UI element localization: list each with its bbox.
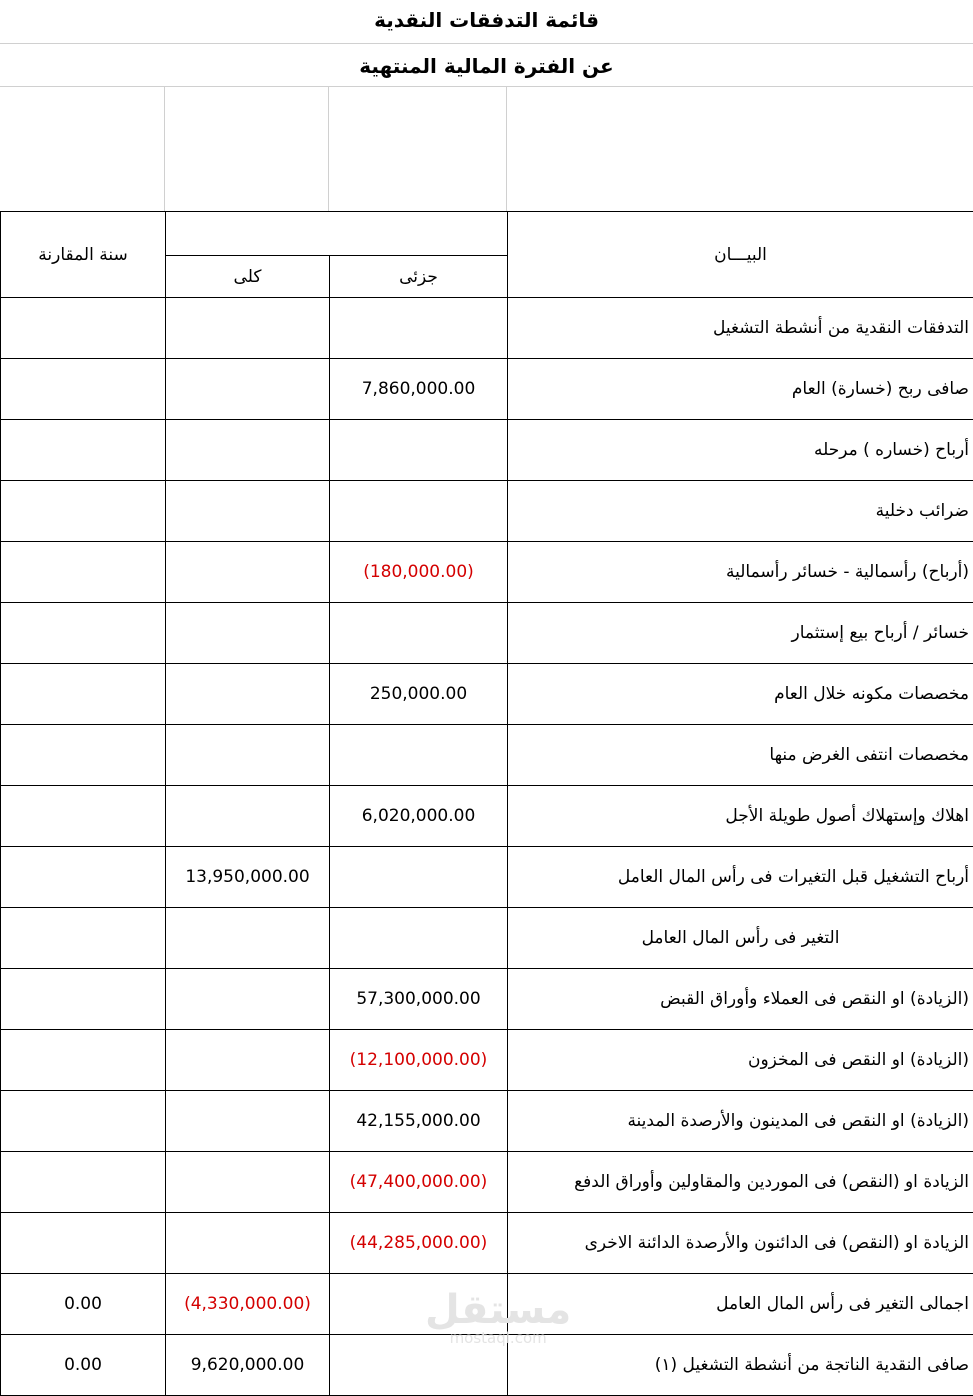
description-cell: صافى النقدية الناتجة من أنشطة التشغيل (١) bbox=[508, 1335, 973, 1396]
table-row bbox=[1, 359, 973, 420]
partial-cell: (180,000.00) bbox=[330, 542, 508, 603]
table-row bbox=[1, 298, 973, 359]
description-cell: الزيادة او (النقص) فى الموردين والمقاولين وأوراق الدفع bbox=[508, 1152, 973, 1213]
partial-cell: 7,860,000.00 bbox=[330, 359, 508, 420]
header-comparison-year: سنة المقارنة bbox=[1, 212, 166, 298]
comparison-cell bbox=[1, 481, 166, 542]
table-row bbox=[1, 603, 973, 664]
table-row bbox=[1, 1335, 973, 1396]
table-row bbox=[1, 725, 973, 786]
statement-subtitle: عن الفترة المالية المنتهية bbox=[0, 44, 973, 87]
total-cell bbox=[166, 908, 330, 969]
partial-cell bbox=[330, 481, 508, 542]
table-row bbox=[1, 908, 973, 969]
blank-cell bbox=[0, 87, 165, 211]
table-row bbox=[1, 481, 973, 542]
description-cell: مخصصات انتفى الغرض منها bbox=[508, 725, 973, 786]
total-cell bbox=[166, 1213, 330, 1274]
comparison-cell: 0.00 bbox=[1, 1335, 166, 1396]
description-cell: الزيادة او (النقص) فى الدائنون والأرصدة الدائنة الاخرى bbox=[508, 1213, 973, 1274]
description-cell: (أرباح) رأسمالية - خسائر رأسمالية bbox=[508, 542, 973, 603]
total-cell bbox=[166, 298, 330, 359]
blank-cell bbox=[329, 87, 507, 211]
total-cell bbox=[166, 481, 330, 542]
comparison-cell bbox=[1, 1030, 166, 1091]
comparison-cell bbox=[1, 1152, 166, 1213]
comparison-cell: 0.00 bbox=[1, 1274, 166, 1335]
comparison-cell bbox=[1, 725, 166, 786]
total-cell bbox=[166, 603, 330, 664]
partial-cell bbox=[330, 1335, 508, 1396]
watermark-arabic: مستقل bbox=[425, 1290, 571, 1330]
description-cell: (الزيادة) او النقص فى المخزون bbox=[508, 1030, 973, 1091]
total-cell bbox=[166, 1030, 330, 1091]
partial-cell bbox=[330, 725, 508, 786]
description-cell: مخصصات مكونه خلال العام bbox=[508, 664, 973, 725]
table-row bbox=[1, 1152, 973, 1213]
total-cell bbox=[166, 725, 330, 786]
partial-cell: (44,285,000.00) bbox=[330, 1213, 508, 1274]
partial-cell bbox=[330, 420, 508, 481]
total-cell bbox=[166, 786, 330, 847]
total-cell bbox=[166, 420, 330, 481]
comparison-cell bbox=[1, 786, 166, 847]
watermark-latin: mostaql.com bbox=[425, 1330, 571, 1346]
partial-cell: 57,300,000.00 bbox=[330, 969, 508, 1030]
statement-title: قائمة التدفقات النقدية bbox=[0, 0, 973, 44]
comparison-cell bbox=[1, 542, 166, 603]
table-row bbox=[1, 1213, 973, 1274]
description-cell: التدفقات النقدية من أنشطة التشغيل bbox=[508, 298, 973, 359]
partial-cell bbox=[330, 298, 508, 359]
description-cell: خسائر / أرباح بيع إستثمار bbox=[508, 603, 973, 664]
table-row bbox=[1, 969, 973, 1030]
total-cell bbox=[166, 664, 330, 725]
table-row bbox=[1, 786, 973, 847]
total-cell bbox=[166, 969, 330, 1030]
description-cell: (الزيادة) او النقص فى العملاء وأوراق القبض bbox=[508, 969, 973, 1030]
table-row bbox=[1, 847, 973, 908]
total-cell bbox=[166, 542, 330, 603]
description-cell: (الزيادة) او النقص فى المدينون والأرصدة المدينة bbox=[508, 1091, 973, 1152]
table-row bbox=[1, 1274, 973, 1335]
comparison-cell bbox=[1, 1213, 166, 1274]
header-partial: جزئى bbox=[330, 256, 508, 298]
total-cell: (4,330,000.00) bbox=[166, 1274, 330, 1335]
comparison-cell bbox=[1, 298, 166, 359]
partial-cell: 42,155,000.00 bbox=[330, 1091, 508, 1152]
comparison-cell bbox=[1, 664, 166, 725]
partial-cell bbox=[330, 1274, 508, 1335]
partial-cell: 6,020,000.00 bbox=[330, 786, 508, 847]
partial-cell bbox=[330, 908, 508, 969]
table-row bbox=[1, 664, 973, 725]
total-cell bbox=[166, 1152, 330, 1213]
header-total: كلى bbox=[166, 256, 330, 298]
partial-cell: 250,000.00 bbox=[330, 664, 508, 725]
cash-flow-table bbox=[0, 211, 973, 1396]
description-cell: اهلاك وإستهلاك أصول طويلة الأجل bbox=[508, 786, 973, 847]
partial-cell: (12,100,000.00) bbox=[330, 1030, 508, 1091]
comparison-cell bbox=[1, 420, 166, 481]
comparison-cell bbox=[1, 1091, 166, 1152]
description-cell: التغير فى رأس المال العامل bbox=[508, 908, 973, 969]
partial-cell: (47,400,000.00) bbox=[330, 1152, 508, 1213]
table-row bbox=[1, 1030, 973, 1091]
total-cell: 13,950,000.00 bbox=[166, 847, 330, 908]
description-cell: اجمالى التغير فى رأس المال العامل bbox=[508, 1274, 973, 1335]
comparison-cell bbox=[1, 969, 166, 1030]
table-row bbox=[1, 542, 973, 603]
comparison-cell bbox=[1, 603, 166, 664]
description-cell: صافى ربح (خسارة) العام bbox=[508, 359, 973, 420]
table-row bbox=[1, 420, 973, 481]
header-group-blank bbox=[166, 212, 508, 256]
total-cell bbox=[166, 1091, 330, 1152]
description-cell: أرباح (خساره ) مرحله bbox=[508, 420, 973, 481]
table-row bbox=[1, 1091, 973, 1152]
comparison-cell bbox=[1, 847, 166, 908]
header-description: البيـــان bbox=[508, 212, 973, 298]
partial-cell bbox=[330, 603, 508, 664]
blank-cell bbox=[165, 87, 329, 211]
comparison-cell bbox=[1, 908, 166, 969]
description-cell: ضرائب دخلية bbox=[508, 481, 973, 542]
total-cell: 9,620,000.00 bbox=[166, 1335, 330, 1396]
total-cell bbox=[166, 359, 330, 420]
partial-cell bbox=[330, 847, 508, 908]
comparison-cell bbox=[1, 359, 166, 420]
description-cell: أرباح التشغيل قبل التغيرات فى رأس المال العامل bbox=[508, 847, 973, 908]
